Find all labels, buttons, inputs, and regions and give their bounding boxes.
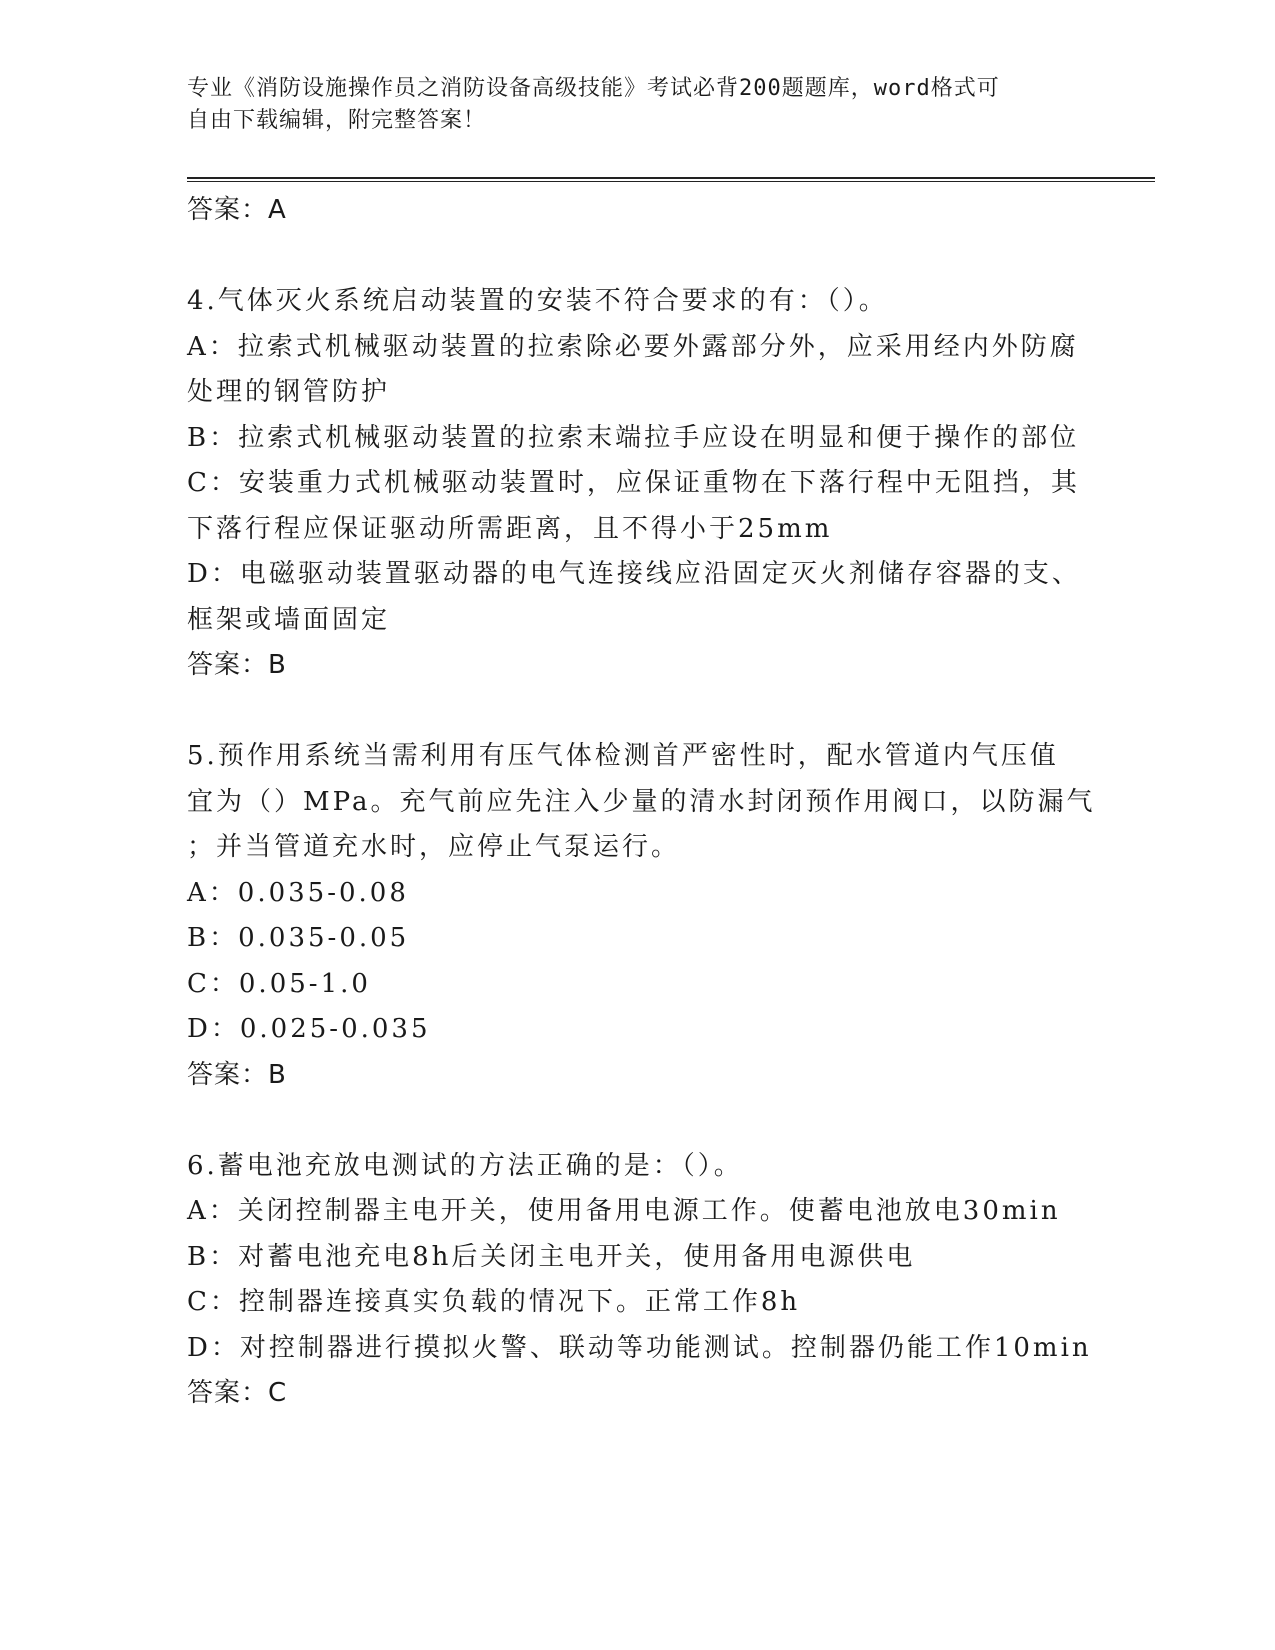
question-6-option-b: B：对蓄电池充电8h后关闭主电开关，使用备用电源供电	[187, 1241, 916, 1272]
question-6-stem: 6.蓄电池充放电测试的方法正确的是：（）。	[187, 1150, 743, 1181]
spacer	[187, 689, 1087, 735]
question-5-stem: 5.预作用系统当需利用有压气体检测首严密性时，配水管道内气压值	[187, 741, 1059, 771]
question-6-option-a: A：关闭控制器主电开关，使用备用电源工作。使蓄电池放电30min	[187, 1196, 1061, 1226]
question-6-option-c: C：控制器连接真实负载的情况下。正常工作8h	[187, 1287, 801, 1317]
question-5-option-c: C：0.05-1.0	[187, 968, 371, 999]
header-divider	[187, 177, 1155, 182]
question-5-answer: 答案：B	[187, 1059, 287, 1090]
question-content	[187, 188, 1096, 1417]
question-5-option-d: D：0.025-0.035	[187, 1014, 431, 1044]
question-5-option-b: B：0.035-0.05	[187, 923, 410, 953]
question-4-option-a: A：拉索式机械驱动装置的拉索除必要外露部分外，应采用经内外防腐	[187, 331, 1079, 362]
question-5-option-a: A：0.035-0.08	[187, 877, 409, 908]
question-5-stem-cont-2: ；并当管道充水时，应停止气泵运行。	[187, 832, 681, 862]
answer-previous: 答案：A	[187, 195, 287, 225]
question-4-stem: 4.气体灭火系统启动装置的安装不符合要求的有：（）。	[187, 286, 888, 316]
document-header	[187, 73, 1067, 137]
question-4-answer: 答案：B	[187, 650, 287, 680]
question-6	[187, 1144, 1092, 1417]
spacer	[187, 1098, 1087, 1144]
question-6-answer: 答案：C	[187, 1378, 288, 1408]
question-6-option-d: D：对控制器进行摸拟火警、联动等功能测试。控制器仍能工作10min	[187, 1332, 1092, 1363]
spacer	[187, 234, 1087, 280]
question-4-option-b: B：拉索式机械驱动装置的拉索末端拉手应设在明显和便于操作的部位	[187, 422, 1080, 453]
question-4-option-a-cont: 处理的钢管防护	[187, 377, 391, 407]
question-4-option-d: D：电磁驱动装置驱动器的电气连接线应沿固定灭火剂储存容器的支、	[187, 559, 1081, 589]
question-4	[187, 279, 1087, 689]
question-4-option-d-cont: 框架或墙面固定	[187, 604, 391, 635]
question-5	[187, 734, 1096, 1098]
question-4-option-c-cont: 下落行程应保证驱动所需距离，且不得小于25mm	[187, 513, 833, 544]
header-line-2: 自由下载编辑，附完整答案！	[187, 108, 487, 133]
header-line-1: 专业《消防设施操作员之消防设备高级技能》考试必背200题题库，word格式可	[187, 76, 1000, 101]
question-5-stem-cont-1: 宜为（）MPa。充气前应先注入少量的清水封闭预作用阀口，以防漏气	[187, 786, 1096, 817]
question-4-option-c: C：安装重力式机械驱动装置时，应保证重物在下落行程中无阻挡，其	[187, 468, 1080, 498]
